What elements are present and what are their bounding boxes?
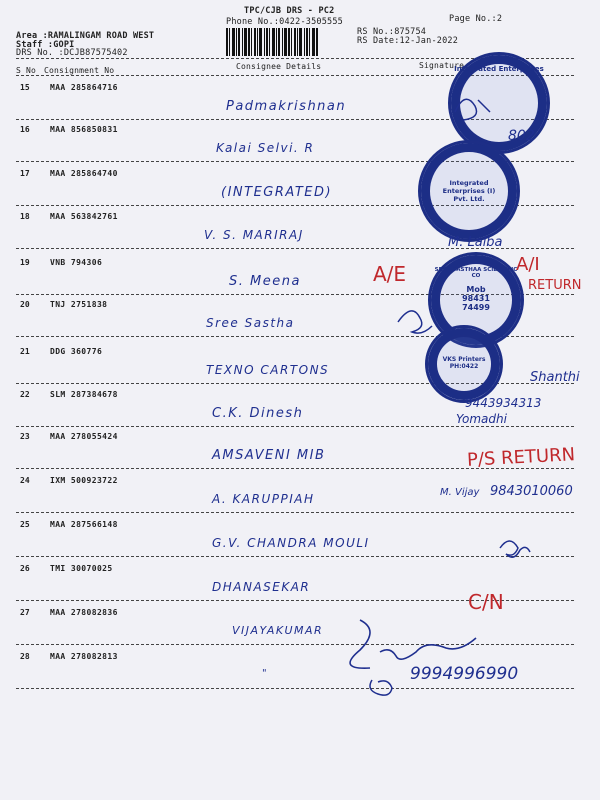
phone-number: Phone No.:0422-3505555 (226, 17, 343, 27)
ae-note: A/E (373, 262, 407, 286)
signature-scribble-28 (370, 680, 392, 695)
row-consignment-number: DDG 360776 (50, 347, 103, 356)
row-consignee-name: Sree Sastha (206, 316, 295, 330)
col-signature: Signature (419, 61, 465, 70)
signature-vijay: M. Vijay (440, 487, 480, 498)
phone-note-2: 9843010060 (490, 484, 573, 499)
drs-number: DRS No. :DCJB87575402 (16, 48, 128, 58)
row-consignment-number: IXM 500923722 (50, 476, 118, 485)
page-number: Page No.:2 (449, 14, 503, 24)
row-consignee-name: A. KARUPPIAH (212, 492, 315, 506)
row-consignee-name: (INTEGRATED) (221, 185, 333, 200)
row-sno: 17 (20, 169, 30, 178)
col-consignee: Consignee Details (236, 62, 322, 71)
row-consignee-name: " (262, 668, 269, 679)
row-consignee-name: G.V. CHANDRA MOULI (212, 536, 370, 550)
stamp-3-mobile: Mob 98431 74499 (462, 285, 490, 312)
row-sno: 27 (20, 608, 30, 617)
rs-number: RS No.:875754 (357, 27, 427, 37)
row-consignment-number: VNB 794306 (50, 258, 103, 267)
row-consignee-name: C.K. Dinesh (212, 406, 304, 421)
row-consignment-number: TNJ 2751838 (50, 300, 108, 309)
row-sno: 19 (20, 258, 30, 267)
stamp-2-text: Integrated Enterprises (I) Pvt. Ltd. (442, 179, 496, 203)
row-sno: 18 (20, 212, 30, 221)
row-sno: 26 (20, 564, 30, 573)
row-consignment-number: MAA 278055424 (50, 432, 118, 441)
signature-yomadhi: Yomadhi (456, 412, 507, 426)
row-consignment-number: MAA 287566148 (50, 520, 118, 529)
row-consignee-name: Kalai Selvi. R (216, 141, 315, 155)
row-sno: 20 (20, 300, 30, 309)
row-sno: 21 (20, 347, 30, 356)
row-consignment-number: MAA 278082836 (50, 608, 118, 617)
signature-scribble-20 (398, 311, 432, 333)
row-consignment-number: MAA 285864740 (50, 169, 118, 178)
staff: Staff :GOPI (16, 40, 75, 50)
ai-return-note: RETURN (528, 278, 582, 293)
stamp-3-text: SREE SASTHAA SCIENTIFIC CO (434, 267, 518, 279)
ps-return-note: P/S RETURN (466, 444, 576, 471)
row-consignee-name: TEXNO CARTONS (206, 363, 330, 377)
row-sno: 28 (20, 652, 30, 661)
row-consignee-name: VIJAYAKUMAR (232, 624, 324, 637)
ai-note: A/I (516, 254, 540, 275)
phone-note-1: 9443934313 (465, 396, 542, 410)
row-sno: 15 (20, 83, 30, 92)
row-sno: 23 (20, 432, 30, 441)
row-consignment-number: MAA 856850831 (50, 125, 118, 134)
row-sno: 22 (20, 390, 30, 399)
rs-date: RS Date:12-Jan-2022 (357, 36, 459, 46)
row-consignment-number: TMI 30070025 (50, 564, 113, 573)
row-consignment-number: SLM 287384678 (50, 390, 118, 399)
row-sno: 16 (20, 125, 30, 134)
stamp-1-text: Integrated Enterprises (454, 65, 544, 73)
row-consignee-name: V. S. MARIRAJ (204, 228, 304, 242)
phone-note-3: 9994996990 (410, 664, 519, 684)
col-sno: S No (16, 66, 37, 75)
sheet-title: TPC/CJB DRS - PC2 (244, 6, 335, 16)
row-sno: 25 (20, 520, 30, 529)
stamp-4-text: VKS Printers PH:0422 (442, 356, 486, 370)
row-sno: 24 (20, 476, 30, 485)
row-consignment-number: MAA 278082813 (50, 652, 118, 661)
signature-shanthi: Shanthi (530, 370, 580, 385)
row-consignee-name: DHANASEKAR (212, 580, 311, 594)
area: Area :RAMALINGAM ROAD WEST (16, 31, 155, 41)
signature-lalba: M. Lalba (448, 235, 503, 250)
row-consignee-name: AMSAVENI MIB (212, 448, 326, 463)
cn-note: C/N (468, 590, 504, 614)
row-consignment-number: MAA 285864716 (50, 83, 118, 92)
col-consignment: Consignment No (44, 66, 115, 75)
row-consignee-name: Padmakrishnan (226, 99, 347, 114)
row-consignee-name: S. Meena (229, 274, 301, 289)
signature-scribble-27 (350, 620, 476, 668)
row-consignment-number: MAA 563842761 (50, 212, 118, 221)
ref-note: 802 (508, 128, 535, 144)
signature-scribble-25 (500, 541, 530, 557)
signature-scribble-15 (455, 99, 490, 120)
